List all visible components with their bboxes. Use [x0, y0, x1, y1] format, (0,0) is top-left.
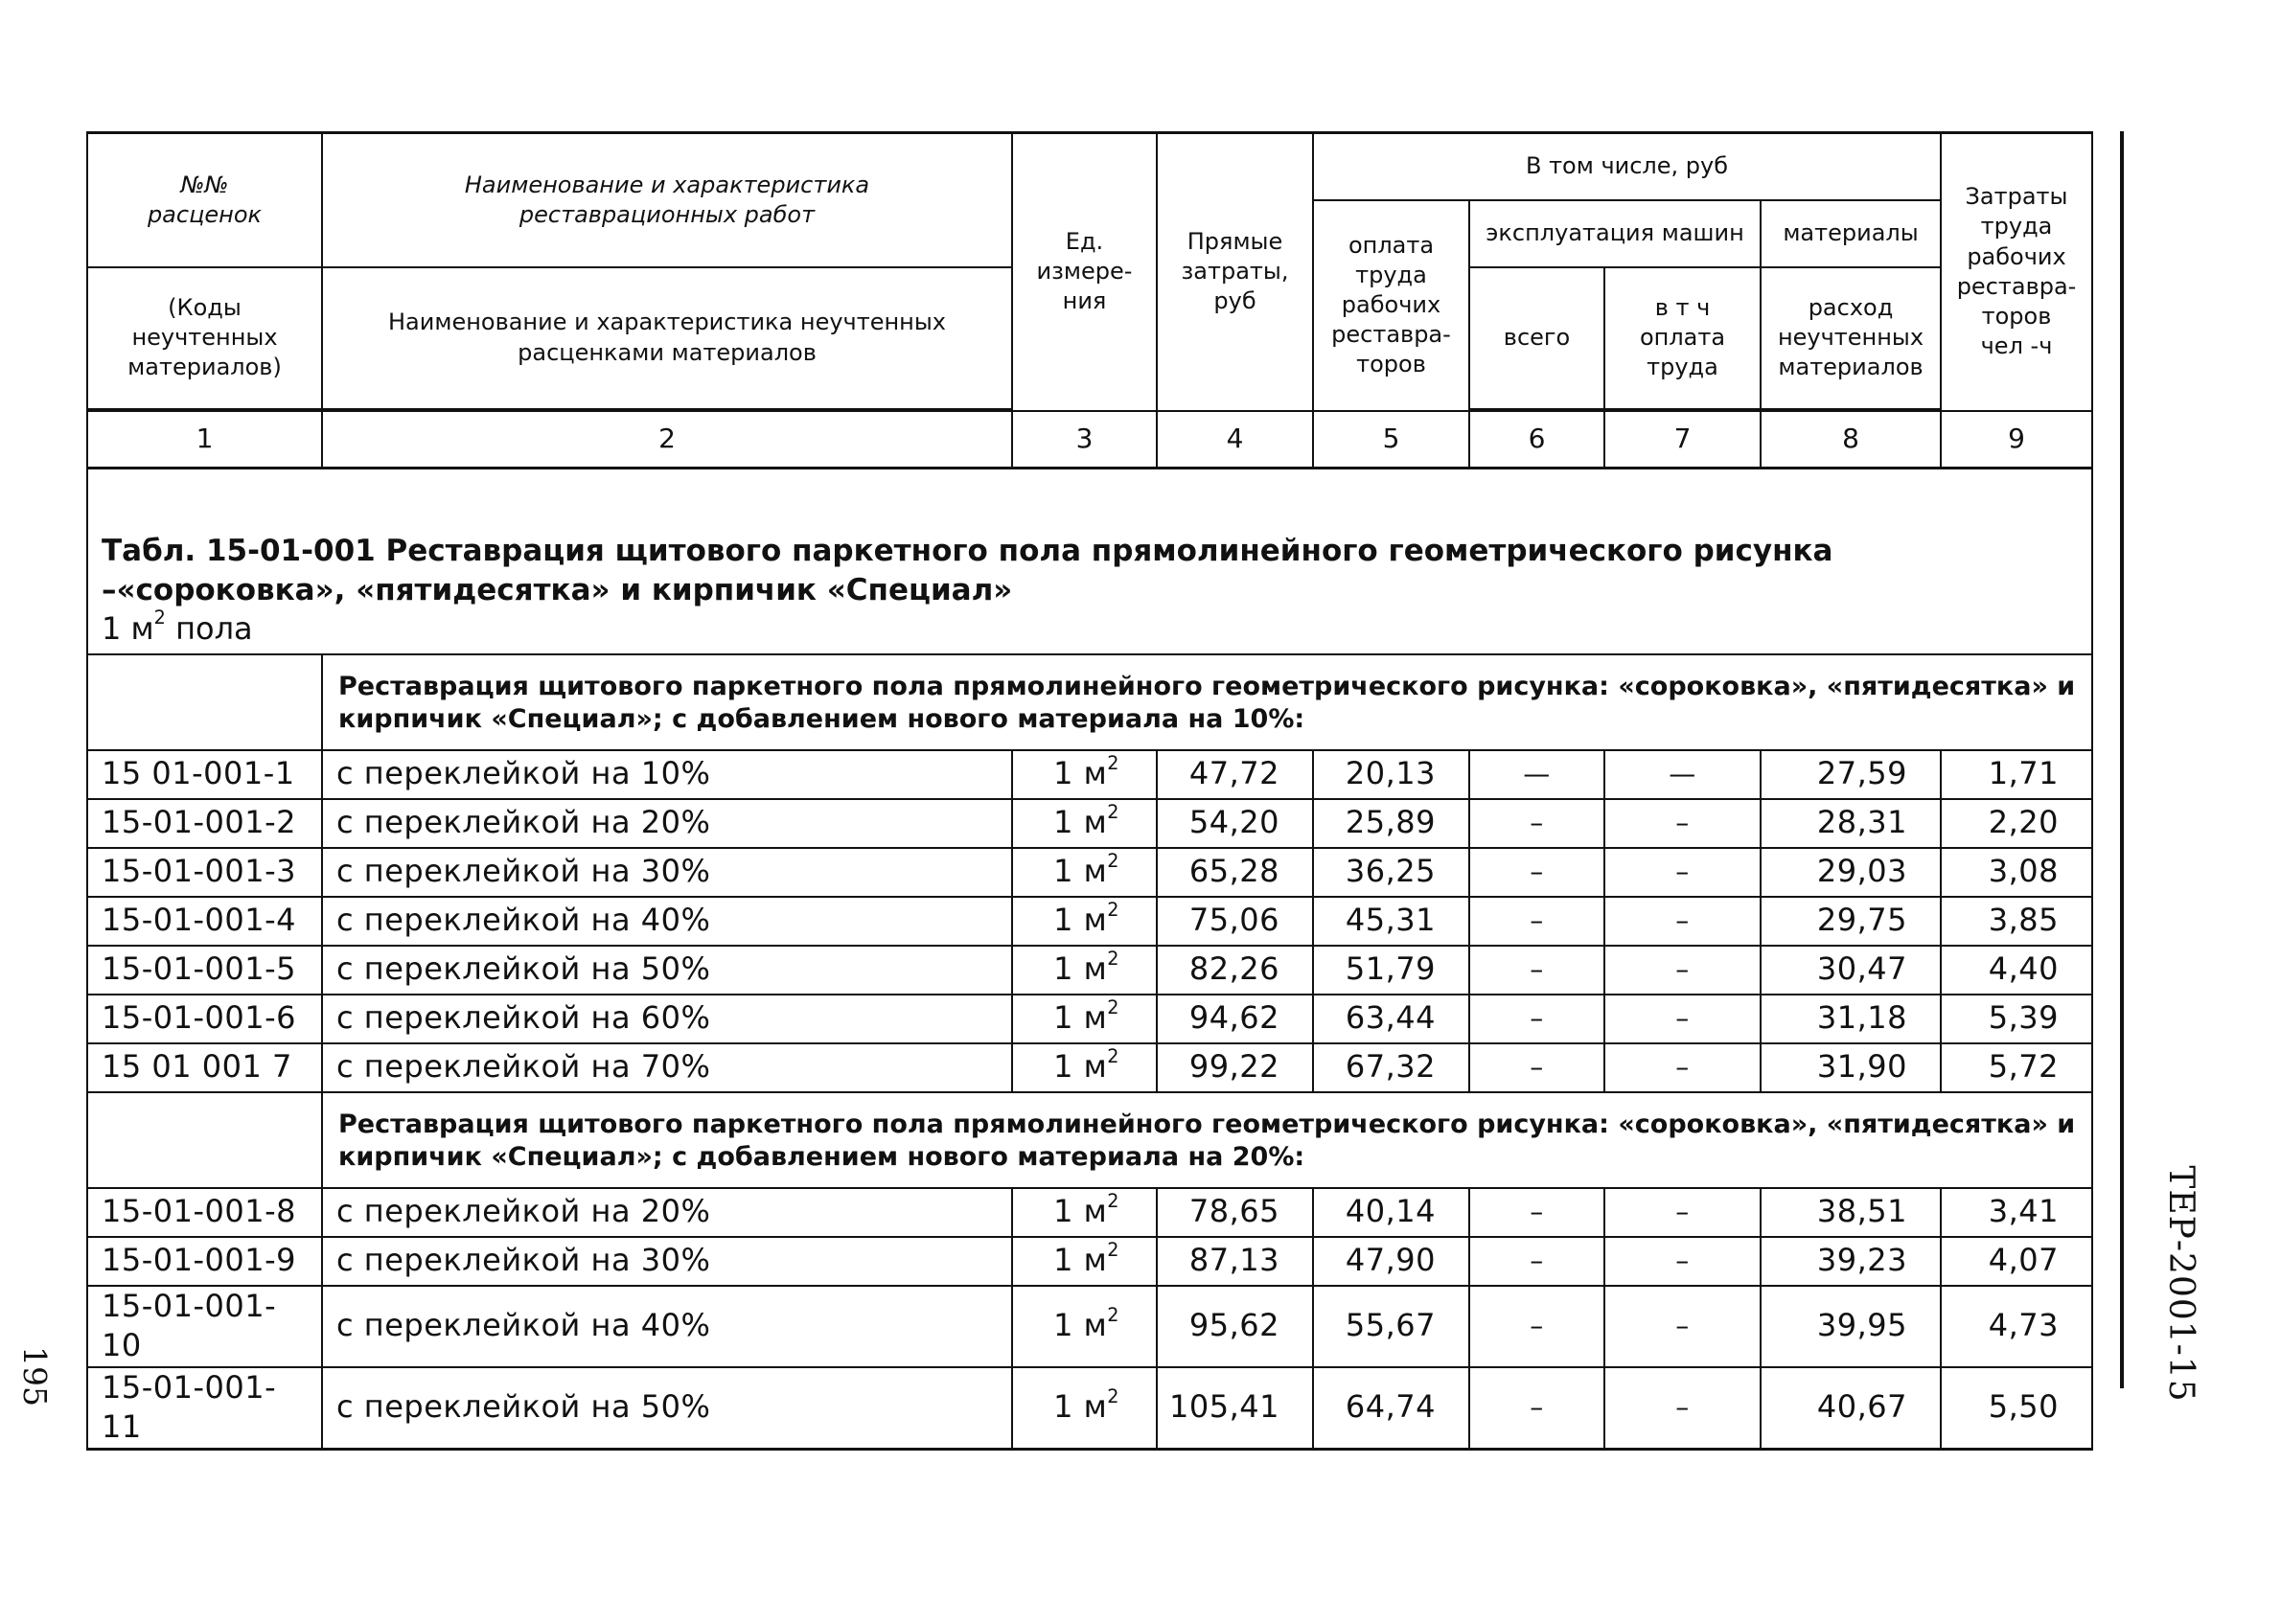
groups-body: [87, 654, 2092, 1450]
rate-unit-base: 1 м: [1053, 804, 1108, 841]
side-rule: [2120, 131, 2124, 1388]
header-labor-costs-line-1: Затраты: [1965, 183, 2068, 211]
header-including: В том числе, руб: [1313, 133, 1941, 200]
section-unit-prefix: 1 м: [102, 609, 154, 647]
header-machines: эксплуатация машин: [1469, 200, 1761, 267]
machines-total: –: [1469, 799, 1604, 848]
header-labor-pay-line-4: реставра-: [1331, 321, 1451, 349]
column-number: 7: [1604, 411, 1761, 469]
rate-unit-sup: 2: [1107, 1385, 1119, 1407]
group-heading: Реставрация щитового паркетного пола прямолинейного геометрического рисунка: «сороковка», «пятидесятка» и кирпичик «Специал»; с добавлением нового материала на 10%:: [322, 654, 2092, 750]
column-number: 1: [87, 411, 322, 469]
column-number: 6: [1469, 411, 1604, 469]
machines-total: –: [1469, 848, 1604, 897]
rate-name: с переклейкой на 30%: [322, 848, 1012, 897]
machines-total: –: [1469, 1188, 1604, 1237]
machines-pay: –: [1604, 1286, 1761, 1367]
machines-total: —: [1469, 750, 1604, 799]
column-numbers-row: [87, 411, 2092, 469]
header-machines-total: всего: [1469, 267, 1604, 409]
materials-unaccounted: 40,67: [1761, 1367, 1941, 1450]
rate-name: с переклейкой на 60%: [322, 995, 1012, 1043]
rate-code: 15-01-001-4: [87, 897, 322, 946]
rate-row: [87, 1043, 2092, 1092]
rate-unit-sup: 2: [1107, 1303, 1119, 1326]
rate-name: с переклейкой на 50%: [322, 946, 1012, 995]
rate-code: 15 01 001 7: [87, 1043, 322, 1092]
rate-code: 15 01-001-1: [87, 750, 322, 799]
machines-total: –: [1469, 1043, 1604, 1092]
rate-unit: [1012, 1188, 1157, 1237]
header-labor-pay-line-2: труда: [1355, 261, 1427, 288]
rate-unit-sup: 2: [1107, 1189, 1119, 1212]
rate-unit-base: 1 м: [1053, 902, 1108, 939]
header-unit-line-3: ния: [1062, 287, 1107, 315]
machines-pay: –: [1604, 1188, 1761, 1237]
direct-costs: 99,22: [1157, 1043, 1313, 1092]
header-labor-pay-line-5: торов: [1356, 351, 1426, 378]
machines-pay: –: [1604, 995, 1761, 1043]
side-label: ТЕР-2001-15: [2161, 1165, 2200, 1403]
rate-unit: [1012, 1367, 1157, 1450]
header-direct-costs-line-2: затраты,: [1181, 258, 1289, 286]
rate-name: с переклейкой на 30%: [322, 1237, 1012, 1286]
section-title: Табл. 15-01-001 Реставрация щитового паркетного пола прямолинейного геометрического рисунка –«сороковка», «пятидесятка» и кирпичик «Специал»: [102, 534, 1833, 607]
labor-costs: 3,85: [1941, 897, 2092, 946]
rate-unit-base: 1 м: [1053, 1242, 1108, 1279]
rate-unit: [1012, 897, 1157, 946]
group-heading-row: [87, 1092, 2092, 1188]
header-materials-unaccounted-line-1: расход: [1808, 293, 1894, 321]
machines-pay: –: [1604, 1043, 1761, 1092]
header-row-1: [87, 133, 2092, 200]
rate-name: с переклейкой на 40%: [322, 897, 1012, 946]
column-number: 3: [1012, 411, 1157, 469]
rate-row: [87, 1188, 2092, 1237]
header-unaccounted-materials-line-1: Наименование и характеристика неучтенных: [387, 309, 946, 336]
rate-unit-base: 1 м: [1053, 950, 1108, 988]
labor-costs: 4,73: [1941, 1286, 2092, 1367]
labor-pay: 25,89: [1313, 799, 1469, 848]
labor-pay: 45,31: [1313, 897, 1469, 946]
rate-unit-sup: 2: [1107, 751, 1119, 774]
rate-unit-sup: 2: [1107, 947, 1119, 970]
rate-unit-sup: 2: [1107, 849, 1119, 872]
header-direct-costs-line-1: Прямые: [1187, 227, 1283, 255]
section-unit-sup: 2: [153, 606, 166, 629]
column-number: 8: [1761, 411, 1941, 469]
group-heading-empty-cell: [87, 1092, 322, 1188]
header-labor-pay: [1313, 200, 1469, 411]
rate-row: [87, 946, 2092, 995]
header-work-name-line-2: реставрационных работ: [518, 200, 816, 228]
rate-row: [87, 848, 2092, 897]
rate-unit-base: 1 м: [1053, 1048, 1108, 1086]
column-number: 2: [322, 411, 1012, 469]
header-labor-pay-line-3: рабочих: [1341, 290, 1441, 318]
header-work-name: [322, 133, 1012, 267]
machines-pay: –: [1604, 1237, 1761, 1286]
machines-pay: –: [1604, 946, 1761, 995]
header-unaccounted-materials-line-2: расценками материалов: [518, 338, 817, 366]
header-direct-costs-line-3: руб: [1213, 287, 1256, 315]
labor-costs: 5,50: [1941, 1367, 2092, 1450]
rate-code: 15-01-001-2: [87, 799, 322, 848]
rates-table: [86, 131, 2093, 1451]
header-machines-pay: [1604, 267, 1761, 409]
materials-unaccounted: 27,59: [1761, 750, 1941, 799]
direct-costs: 54,20: [1157, 799, 1313, 848]
labor-pay: 36,25: [1313, 848, 1469, 897]
header-unaccounted-codes-line-3: материалов): [127, 354, 282, 381]
rate-unit-sup: 2: [1107, 1044, 1119, 1067]
rate-unit-base: 1 м: [1053, 999, 1108, 1037]
machines-pay: –: [1604, 897, 1761, 946]
header-rate-number-line-1: №№: [180, 171, 229, 198]
materials-unaccounted: 30,47: [1761, 946, 1941, 995]
rate-code: 15-01-001-6: [87, 995, 322, 1043]
rate-row: [87, 1237, 2092, 1286]
header-unit-line-1: Ед.: [1065, 227, 1104, 255]
header-materials-unaccounted-line-3: материалов: [1778, 354, 1924, 381]
header-labor-costs-line-3: рабочих: [1967, 242, 2066, 270]
rate-unit-base: 1 м: [1053, 755, 1108, 792]
machines-pay: –: [1604, 799, 1761, 848]
labor-pay: 47,90: [1313, 1237, 1469, 1286]
header-unaccounted-codes: [87, 267, 322, 409]
rate-code: 15-01-001-11: [87, 1367, 322, 1450]
direct-costs: 78,65: [1157, 1188, 1313, 1237]
rate-row: [87, 995, 2092, 1043]
rate-name: с переклейкой на 20%: [322, 799, 1012, 848]
rate-unit-base: 1 м: [1053, 1388, 1108, 1426]
materials-unaccounted: 29,75: [1761, 897, 1941, 946]
direct-costs: 82,26: [1157, 946, 1313, 995]
header-labor-costs-line-2: труда: [1980, 213, 2053, 240]
direct-costs: 94,62: [1157, 995, 1313, 1043]
materials-unaccounted: 31,90: [1761, 1043, 1941, 1092]
header-unit: [1012, 133, 1157, 411]
rate-row: [87, 897, 2092, 946]
section-unit: [102, 606, 2076, 650]
section-title-cell: [87, 469, 2092, 654]
labor-costs: 3,08: [1941, 848, 2092, 897]
labor-costs: 5,72: [1941, 1043, 2092, 1092]
direct-costs: 87,13: [1157, 1237, 1313, 1286]
machines-total: –: [1469, 1237, 1604, 1286]
labor-pay: 55,67: [1313, 1286, 1469, 1367]
header-unaccounted-materials: [322, 267, 1012, 409]
machines-pay: —: [1604, 750, 1761, 799]
materials-unaccounted: 31,18: [1761, 995, 1941, 1043]
header-labor-costs: [1941, 133, 2092, 411]
direct-costs: 105,41: [1157, 1367, 1313, 1450]
rate-unit: [1012, 799, 1157, 848]
header-materials-unaccounted: [1761, 267, 1941, 409]
rate-unit: [1012, 848, 1157, 897]
rate-unit: [1012, 750, 1157, 799]
labor-pay: 63,44: [1313, 995, 1469, 1043]
rate-name: с переклейкой на 70%: [322, 1043, 1012, 1092]
machines-total: –: [1469, 1286, 1604, 1367]
rate-unit: [1012, 1286, 1157, 1367]
rate-unit: [1012, 1043, 1157, 1092]
header-unaccounted-codes-line-2: неучтенных: [131, 323, 278, 351]
header-unaccounted-codes-line-1: (Коды: [168, 293, 242, 321]
section-title-row: [87, 469, 2092, 654]
materials-unaccounted: 39,23: [1761, 1237, 1941, 1286]
machines-total: –: [1469, 1367, 1604, 1450]
materials-unaccounted: 38,51: [1761, 1188, 1941, 1237]
rate-name: с переклейкой на 50%: [322, 1367, 1012, 1450]
header-direct-costs: [1157, 133, 1313, 411]
materials-unaccounted: 28,31: [1761, 799, 1941, 848]
rate-unit-base: 1 м: [1053, 853, 1108, 890]
header-labor-costs-line-5: торов: [1981, 302, 2052, 330]
machines-pay: –: [1604, 848, 1761, 897]
group-heading-empty-cell: [87, 654, 322, 750]
header-materials-unaccounted-line-2: неучтенных: [1777, 323, 1924, 351]
labor-pay: 64,74: [1313, 1367, 1469, 1450]
labor-costs: 3,41: [1941, 1188, 2092, 1237]
header-machines-pay-line-2: оплата: [1639, 323, 1726, 351]
direct-costs: 65,28: [1157, 848, 1313, 897]
rate-row: [87, 799, 2092, 848]
direct-costs: 95,62: [1157, 1286, 1313, 1367]
rate-unit: [1012, 946, 1157, 995]
rate-unit-sup: 2: [1107, 995, 1119, 1018]
labor-costs: 4,40: [1941, 946, 2092, 995]
direct-costs: 75,06: [1157, 897, 1313, 946]
materials-unaccounted: 39,95: [1761, 1286, 1941, 1367]
header-machines-pay-line-1: в т ч: [1654, 293, 1711, 321]
rate-unit: [1012, 1237, 1157, 1286]
header-labor-costs-line-6: чел -ч: [1980, 332, 2053, 360]
group-heading-row: [87, 654, 2092, 750]
column-number: 4: [1157, 411, 1313, 469]
rate-unit-base: 1 м: [1053, 1193, 1108, 1230]
machines-pay: –: [1604, 1367, 1761, 1450]
rate-unit-sup: 2: [1107, 800, 1119, 823]
labor-costs: 2,20: [1941, 799, 2092, 848]
header-machines-pay-line-3: труда: [1647, 354, 1718, 381]
group-heading: Реставрация щитового паркетного пола прямолинейного геометрического рисунка: «сороковка», «пятидесятка» и кирпичик «Специал»; с добавлением нового материала на 20%:: [322, 1092, 2092, 1188]
machines-total: –: [1469, 897, 1604, 946]
labor-costs: 5,39: [1941, 995, 2092, 1043]
labor-pay: 20,13: [1313, 750, 1469, 799]
labor-costs: 1,71: [1941, 750, 2092, 799]
rate-unit-base: 1 м: [1053, 1307, 1108, 1344]
column-number: 5: [1313, 411, 1469, 469]
machines-total: –: [1469, 995, 1604, 1043]
rate-code: 15-01-001-9: [87, 1237, 322, 1286]
header-labor-costs-line-4: реставра-: [1956, 272, 2077, 300]
rate-code: 15-01-001-3: [87, 848, 322, 897]
machines-total: –: [1469, 946, 1604, 995]
rate-name: с переклейкой на 40%: [322, 1286, 1012, 1367]
header-unit-line-2: измере-: [1036, 258, 1133, 286]
labor-pay: 67,32: [1313, 1043, 1469, 1092]
rate-row: [87, 1367, 2092, 1450]
header-rate-number-line-2: расценок: [147, 200, 263, 228]
rate-name: с переклейкой на 20%: [322, 1188, 1012, 1237]
rate-code: 15-01-001-8: [87, 1188, 322, 1237]
page-number: 195: [16, 1346, 54, 1407]
header-rate-number: [87, 133, 322, 267]
header-materials: материалы: [1761, 200, 1941, 267]
column-number: 9: [1941, 411, 2092, 469]
rate-row: [87, 750, 2092, 799]
materials-unaccounted: 29,03: [1761, 848, 1941, 897]
rate-row: [87, 1286, 2092, 1367]
labor-costs: 4,07: [1941, 1237, 2092, 1286]
section-unit-suffix: пола: [165, 609, 253, 647]
direct-costs: 47,72: [1157, 750, 1313, 799]
rate-code: 15-01-001-5: [87, 946, 322, 995]
rate-name: с переклейкой на 10%: [322, 750, 1012, 799]
labor-pay: 40,14: [1313, 1188, 1469, 1237]
labor-pay: 51,79: [1313, 946, 1469, 995]
header-work-name-line-1: Наименование и характеристика: [464, 171, 870, 198]
rate-unit-sup: 2: [1107, 898, 1119, 921]
rate-unit-sup: 2: [1107, 1238, 1119, 1261]
header-labor-pay-line-1: оплата: [1348, 231, 1435, 259]
rate-code: 15-01-001-10: [87, 1286, 322, 1367]
rate-unit: [1012, 995, 1157, 1043]
